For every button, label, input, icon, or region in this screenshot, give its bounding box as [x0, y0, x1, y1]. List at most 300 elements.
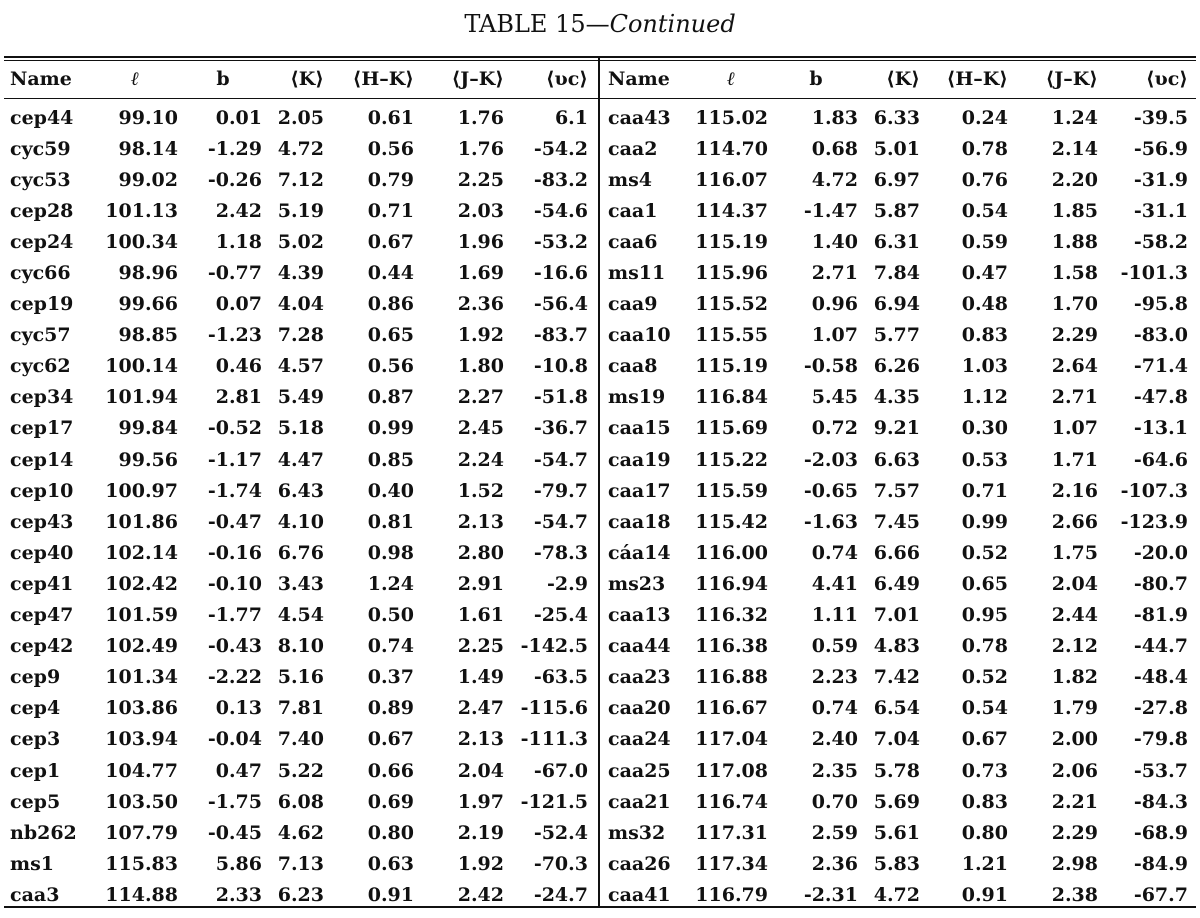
header-row	[604, 62, 1194, 96]
cell-vc: -54.2	[533, 137, 588, 160]
cell-k: 5.18	[277, 417, 324, 440]
cell-h-k: 0.73	[961, 759, 1008, 782]
cell-h-k: 0.71	[961, 479, 1008, 502]
cell-latitude: -0.43	[207, 635, 262, 658]
cell-k: 4.62	[277, 821, 324, 844]
cell-vc: -79.7	[533, 479, 588, 502]
table-row	[604, 600, 1194, 631]
cell-longitude: 98.85	[118, 324, 178, 347]
cell-longitude: 115.19	[695, 355, 768, 378]
right-half-table	[604, 62, 1194, 910]
cell-h-k: 0.83	[961, 324, 1008, 347]
table-row	[6, 755, 594, 786]
cell-h-k: 0.56	[367, 137, 414, 160]
cell-longitude: 100.34	[105, 230, 178, 253]
cell-name: caa6	[608, 230, 658, 253]
cell-latitude: -0.26	[207, 168, 262, 191]
cell-vc: -83.2	[533, 168, 588, 191]
table-row	[6, 289, 594, 320]
cell-j-k: 2.24	[457, 448, 504, 471]
cell-longitude: 101.86	[105, 510, 178, 533]
cell-k: 4.72	[873, 883, 920, 906]
cell-j-k: 1.82	[1051, 666, 1098, 689]
cell-j-k: 2.66	[1051, 510, 1098, 533]
table-row	[604, 226, 1194, 257]
cell-j-k: 2.25	[457, 168, 504, 191]
table-row	[604, 693, 1194, 724]
cell-k: 4.57	[277, 355, 324, 378]
cell-j-k: 2.91	[457, 572, 504, 595]
cell-name: cyc66	[10, 262, 71, 285]
cell-vc: -80.7	[1133, 572, 1188, 595]
left-table-body	[6, 96, 594, 910]
cell-name: cyc57	[10, 324, 71, 347]
cell-longitude: 115.96	[695, 262, 768, 285]
table-row	[604, 724, 1194, 755]
cell-j-k: 2.04	[1051, 572, 1098, 595]
cell-j-k: 1.76	[457, 137, 504, 160]
cell-j-k: 2.13	[457, 728, 504, 751]
table-row	[6, 600, 594, 631]
cell-k: 5.83	[873, 852, 920, 875]
cell-vc: -27.8	[1133, 697, 1188, 720]
cell-k: 4.35	[873, 386, 920, 409]
col-header-longitude-symbol: ℓ	[726, 67, 736, 90]
table-row	[604, 164, 1194, 195]
cell-k: 2.05	[277, 106, 324, 129]
cell-name: caa10	[608, 324, 671, 347]
cell-latitude: -1.74	[207, 479, 262, 502]
cell-k: 3.43	[277, 572, 324, 595]
cell-j-k: 2.38	[1051, 883, 1098, 906]
cell-longitude: 98.14	[118, 137, 178, 160]
cell-longitude: 101.59	[105, 604, 178, 627]
cell-h-k: 0.83	[961, 790, 1008, 813]
cell-j-k: 2.71	[1051, 386, 1098, 409]
cell-vc: -24.7	[533, 883, 588, 906]
cell-vc: -101.3	[1120, 262, 1188, 285]
cell-longitude: 115.19	[695, 230, 768, 253]
cell-k: 5.01	[873, 137, 920, 160]
cell-name: caa9	[608, 293, 658, 316]
cell-vc: -52.4	[533, 821, 588, 844]
cell-k: 5.78	[873, 759, 920, 782]
cell-k: 6.33	[873, 106, 920, 129]
cell-k: 6.97	[873, 168, 920, 191]
cell-name: cyc53	[10, 168, 71, 191]
cell-vc: -16.6	[533, 262, 588, 285]
cell-longitude: 115.69	[695, 417, 768, 440]
cell-vc: -68.9	[1133, 821, 1188, 844]
cell-k: 8.10	[277, 635, 324, 658]
cell-j-k: 1.75	[1051, 541, 1098, 564]
cell-k: 7.81	[277, 697, 324, 720]
cell-name: caa2	[608, 137, 658, 160]
cell-name: cep5	[10, 790, 61, 813]
table-row	[6, 879, 594, 910]
cell-name: caa20	[608, 697, 671, 720]
col-header-k: ⟨K⟩	[290, 68, 324, 90]
cell-latitude: 2.59	[811, 821, 858, 844]
cell-j-k: 1.97	[457, 790, 504, 813]
cell-vc: -83.0	[1133, 324, 1188, 347]
cell-k: 4.47	[277, 448, 324, 471]
cell-name: cep19	[10, 293, 74, 316]
cell-h-k: 0.95	[961, 604, 1008, 627]
cell-name: caa41	[608, 883, 671, 906]
cell-k: 6.94	[873, 293, 920, 316]
column-divider	[598, 58, 600, 908]
cell-latitude: -1.63	[803, 510, 858, 533]
cell-longitude: 102.14	[105, 541, 178, 564]
table-row	[6, 226, 594, 257]
cell-latitude: -0.10	[207, 572, 262, 595]
cell-latitude: 2.42	[215, 199, 262, 222]
cell-k: 5.77	[873, 324, 920, 347]
cell-j-k: 2.04	[457, 759, 504, 782]
table-row	[6, 724, 594, 755]
table-row	[6, 133, 594, 164]
cell-h-k: 0.53	[961, 448, 1008, 471]
cell-vc: -31.1	[1133, 199, 1188, 222]
cell-longitude: 114.88	[105, 883, 178, 906]
cell-j-k: 2.36	[457, 293, 504, 316]
cell-name: cep40	[10, 541, 74, 564]
cell-latitude: 2.36	[811, 852, 858, 875]
cell-name: cep28	[10, 199, 74, 222]
cell-longitude: 115.42	[695, 510, 768, 533]
cell-j-k: 2.16	[1051, 479, 1098, 502]
cell-latitude: 0.72	[811, 417, 858, 440]
cell-longitude: 99.66	[118, 293, 178, 316]
cell-h-k: 0.78	[961, 137, 1008, 160]
cell-latitude: -2.31	[803, 883, 858, 906]
table-row	[604, 537, 1194, 568]
cell-longitude: 100.14	[105, 355, 178, 378]
table-row	[604, 133, 1194, 164]
cell-longitude: 115.55	[695, 324, 768, 347]
cell-h-k: 0.30	[961, 417, 1008, 440]
cell-longitude: 99.56	[118, 448, 178, 471]
cell-name: caa23	[608, 666, 671, 689]
table-row	[6, 817, 594, 848]
cell-longitude: 104.77	[105, 759, 178, 782]
cell-j-k: 1.92	[457, 852, 504, 875]
table-row	[604, 413, 1194, 444]
cell-longitude: 115.83	[105, 852, 178, 875]
cell-latitude: 0.68	[811, 137, 858, 160]
cell-latitude: 2.35	[811, 759, 858, 782]
table-row	[604, 102, 1194, 133]
cell-vc: -51.8	[533, 386, 588, 409]
cell-k: 6.31	[873, 230, 920, 253]
table-row	[604, 568, 1194, 599]
cell-longitude: 116.07	[695, 168, 768, 191]
cell-name: caa17	[608, 479, 671, 502]
cell-k: 6.26	[873, 355, 920, 378]
cell-j-k: 1.80	[457, 355, 504, 378]
table-row	[6, 444, 594, 475]
cell-h-k: 0.91	[367, 883, 414, 906]
cell-longitude: 116.88	[695, 666, 768, 689]
cell-h-k: 0.80	[961, 821, 1008, 844]
cell-latitude: 0.13	[215, 697, 262, 720]
cell-vc: -56.4	[533, 293, 588, 316]
left-half-table	[6, 62, 594, 910]
cell-latitude: 0.96	[811, 293, 858, 316]
cell-name: ms4	[608, 168, 653, 191]
cell-j-k: 2.20	[1051, 168, 1098, 191]
right-table-body	[604, 96, 1194, 910]
cell-name: ms23	[608, 572, 666, 595]
cell-vc: -79.8	[1133, 728, 1188, 751]
cell-j-k: 1.58	[1051, 262, 1098, 285]
cell-latitude: 2.33	[215, 883, 262, 906]
cell-k: 7.57	[873, 479, 920, 502]
cell-k: 4.04	[277, 293, 324, 316]
table-row	[6, 848, 594, 879]
cell-vc: -39.5	[1133, 106, 1188, 129]
cell-latitude: -0.58	[803, 355, 858, 378]
cell-latitude: 1.11	[811, 604, 858, 627]
cell-h-k: 0.61	[367, 106, 414, 129]
table-row	[604, 879, 1194, 910]
cell-k: 5.87	[873, 199, 920, 222]
cell-k: 4.54	[277, 604, 324, 627]
cell-h-k: 0.86	[367, 293, 414, 316]
cell-h-k: 0.37	[367, 666, 414, 689]
cell-vc: -121.5	[520, 790, 588, 813]
table-row	[6, 662, 594, 693]
col-header-j-k: ⟨J–K⟩	[451, 68, 504, 90]
cell-k: 5.19	[277, 199, 324, 222]
cell-k: 7.42	[873, 666, 920, 689]
cell-name: caa43	[608, 106, 671, 129]
cell-latitude: 4.72	[811, 168, 858, 191]
cell-vc: -48.4	[1133, 666, 1188, 689]
table-row	[604, 786, 1194, 817]
cell-latitude: -0.04	[207, 728, 262, 751]
table-row	[604, 662, 1194, 693]
cell-name: caa26	[608, 852, 671, 875]
cell-h-k: 0.67	[961, 728, 1008, 751]
cell-name: cáa14	[608, 541, 671, 564]
cell-vc: -54.7	[533, 448, 588, 471]
table-title	[0, 10, 1200, 38]
cell-k: 4.72	[277, 137, 324, 160]
cell-j-k: 2.12	[1051, 635, 1098, 658]
cell-j-k: 2.29	[1051, 324, 1098, 347]
cell-latitude: 1.83	[811, 106, 858, 129]
col-header-h-k: ⟨H–K⟩	[946, 68, 1008, 90]
cell-h-k: 0.80	[367, 821, 414, 844]
cell-k: 6.76	[277, 541, 324, 564]
cell-j-k: 1.85	[1051, 199, 1098, 222]
cell-longitude: 98.96	[118, 262, 178, 285]
cell-k: 6.63	[873, 448, 920, 471]
top-rule-inner	[4, 60, 1196, 61]
cell-latitude: 5.86	[215, 852, 262, 875]
cell-name: cep4	[10, 697, 61, 720]
cell-name: nb262	[10, 821, 77, 844]
cell-latitude: -2.03	[803, 448, 858, 471]
cell-h-k: 0.85	[367, 448, 414, 471]
cell-h-k: 0.54	[961, 697, 1008, 720]
cell-vc: -67.0	[533, 759, 588, 782]
cell-k: 5.69	[873, 790, 920, 813]
cell-vc: -56.9	[1133, 137, 1188, 160]
cell-j-k: 1.76	[457, 106, 504, 129]
cell-longitude: 103.50	[105, 790, 178, 813]
cell-latitude: 2.81	[215, 386, 262, 409]
top-rule	[4, 56, 1196, 58]
cell-vc: -95.8	[1133, 293, 1188, 316]
cell-h-k: 0.99	[367, 417, 414, 440]
cell-vc: -84.9	[1133, 852, 1188, 875]
col-header-k: ⟨K⟩	[886, 68, 920, 90]
cell-longitude: 101.34	[105, 666, 178, 689]
cell-j-k: 2.06	[1051, 759, 1098, 782]
cell-j-k: 1.79	[1051, 697, 1098, 720]
cell-h-k: 0.47	[961, 262, 1008, 285]
cell-k: 7.84	[873, 262, 920, 285]
cell-k: 5.22	[277, 759, 324, 782]
cell-j-k: 1.96	[457, 230, 504, 253]
cell-latitude: -0.52	[207, 417, 262, 440]
table-row	[6, 631, 594, 662]
cell-latitude: -0.77	[207, 262, 262, 285]
table-row	[6, 475, 594, 506]
cell-vc: -67.7	[1133, 883, 1188, 906]
cell-j-k: 2.42	[457, 883, 504, 906]
table-row	[6, 351, 594, 382]
cell-name: cep42	[10, 635, 74, 658]
table-row	[6, 257, 594, 288]
cell-vc: -58.2	[1133, 230, 1188, 253]
cell-h-k: 0.52	[961, 541, 1008, 564]
cell-vc: -123.9	[1120, 510, 1188, 533]
cell-latitude: 4.41	[811, 572, 858, 595]
table-title-label: TABLE 15—	[464, 10, 610, 38]
table-row	[604, 351, 1194, 382]
cell-h-k: 0.89	[367, 697, 414, 720]
cell-latitude: -0.47	[207, 510, 262, 533]
cell-j-k: 1.24	[1051, 106, 1098, 129]
cell-vc: -84.3	[1133, 790, 1188, 813]
cell-h-k: 0.63	[367, 852, 414, 875]
table-row	[6, 537, 594, 568]
cell-h-k: 0.66	[367, 759, 414, 782]
cell-longitude: 99.10	[118, 106, 178, 129]
cell-h-k: 1.24	[367, 572, 414, 595]
cell-latitude: 0.01	[215, 106, 262, 129]
table-row	[6, 693, 594, 724]
cell-latitude: 2.23	[811, 666, 858, 689]
col-header-longitude-symbol: ℓ	[130, 67, 140, 90]
cell-longitude: 115.59	[695, 479, 768, 502]
table-row	[604, 506, 1194, 537]
cell-k: 7.04	[873, 728, 920, 751]
cell-h-k: 0.67	[367, 728, 414, 751]
cell-h-k: 0.48	[961, 293, 1008, 316]
cell-j-k: 2.64	[1051, 355, 1098, 378]
col-header-latitude: b	[809, 68, 823, 90]
cell-name: cep43	[10, 510, 74, 533]
cell-longitude: 103.86	[105, 697, 178, 720]
col-header-j-k: ⟨J–K⟩	[1045, 68, 1098, 90]
cell-h-k: 0.81	[367, 510, 414, 533]
cell-latitude: -1.23	[207, 324, 262, 347]
col-header-vc: ⟨υc⟩	[545, 68, 588, 90]
cell-j-k: 2.44	[1051, 604, 1098, 627]
cell-k: 5.49	[277, 386, 324, 409]
cell-longitude: 115.02	[695, 106, 768, 129]
table-row	[6, 786, 594, 817]
cell-longitude: 102.42	[105, 572, 178, 595]
cell-longitude: 115.22	[695, 448, 768, 471]
header-row	[6, 62, 594, 96]
col-header-name: Name	[10, 68, 72, 90]
cell-k: 6.08	[277, 790, 324, 813]
cell-vc: -53.2	[533, 230, 588, 253]
cell-name: cep47	[10, 604, 74, 627]
cell-j-k: 1.92	[457, 324, 504, 347]
cell-j-k: 2.21	[1051, 790, 1098, 813]
cell-latitude: 5.45	[811, 386, 858, 409]
cell-h-k: 0.87	[367, 386, 414, 409]
cell-name: caa18	[608, 510, 671, 533]
cell-name: caa24	[608, 728, 671, 751]
cell-h-k: 0.76	[961, 168, 1008, 191]
cell-j-k: 1.52	[457, 479, 504, 502]
cell-k: 4.10	[277, 510, 324, 533]
table-row	[6, 102, 594, 133]
cell-name: cyc62	[10, 355, 71, 378]
cell-name: cep17	[10, 417, 74, 440]
cell-j-k: 2.25	[457, 635, 504, 658]
cell-j-k: 2.19	[457, 821, 504, 844]
table-row	[6, 506, 594, 537]
cell-k: 9.21	[873, 417, 920, 440]
cell-vc: -81.9	[1133, 604, 1188, 627]
cell-latitude: -2.22	[207, 666, 262, 689]
cell-longitude: 114.70	[695, 137, 768, 160]
cell-vc: -115.6	[520, 697, 588, 720]
cell-k: 7.40	[277, 728, 324, 751]
cell-h-k: 0.69	[367, 790, 414, 813]
col-header-longitude	[92, 62, 184, 96]
cell-k: 7.13	[277, 852, 324, 875]
cell-h-k: 0.54	[961, 199, 1008, 222]
cell-h-k: 0.50	[367, 604, 414, 627]
table-row	[604, 382, 1194, 413]
cell-longitude: 101.94	[105, 386, 178, 409]
cell-longitude: 114.37	[695, 199, 768, 222]
cell-vc: -70.3	[533, 852, 588, 875]
cell-name: ms1	[10, 852, 55, 875]
cell-name: caa8	[608, 355, 658, 378]
cell-k: 6.23	[277, 883, 324, 906]
cell-vc: -63.5	[533, 666, 588, 689]
table-row	[6, 568, 594, 599]
cell-h-k: 0.78	[961, 635, 1008, 658]
table-row	[604, 320, 1194, 351]
table-title-continued: Continued	[609, 10, 736, 38]
cell-longitude: 116.00	[695, 541, 768, 564]
cell-j-k: 1.49	[457, 666, 504, 689]
cell-longitude: 107.79	[105, 821, 178, 844]
cell-j-k: 1.88	[1051, 230, 1098, 253]
